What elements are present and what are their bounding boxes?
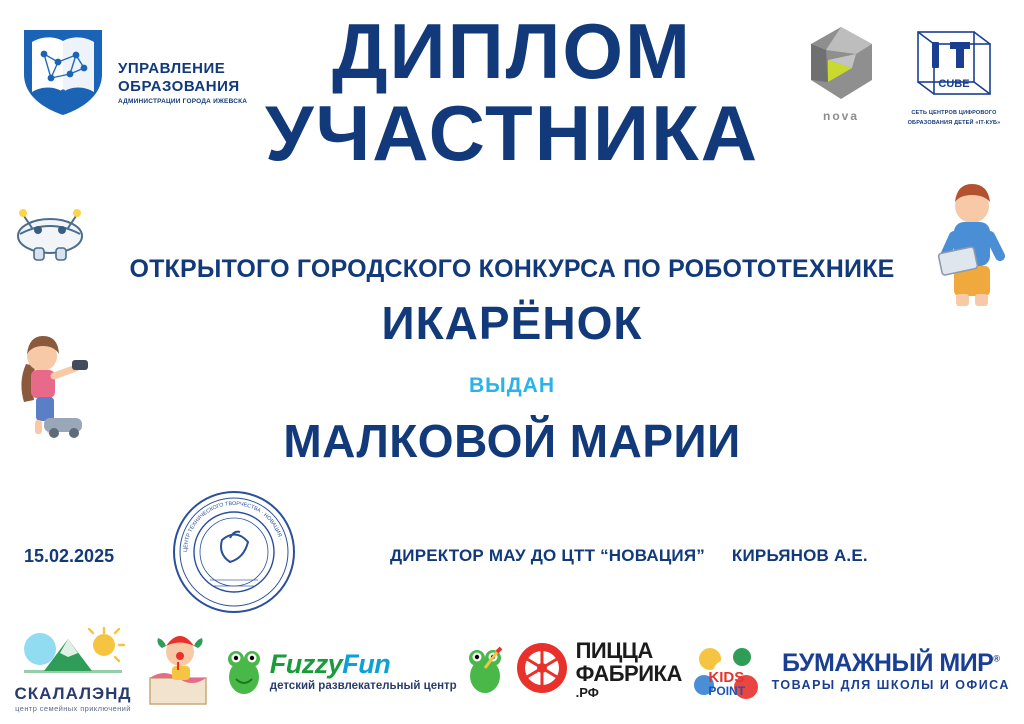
kidspoint-word-2: POINT [708,684,746,698]
svg-text:CUBE: CUBE [938,78,970,90]
clown-cake-icon [140,626,216,715]
pizza-word-2: ФАБРИКА [575,660,682,686]
sponsor-kidspoint [690,643,764,697]
svg-text:ЦЕНТР ТЕХНИЧЕСКОГО ТВОРЧЕСТВА: ЦЕНТР ТЕХНИЧЕСКОГО ТВОРЧЕСТВА · НОВАЦИЯ · [182,500,284,553]
sponsor-clown-cake [140,626,216,715]
issue-date: 15.02.2025 [24,546,115,566]
title-main-wrap [0,7,1024,178]
itcube-caption-2: ОБРАЗОВАНИЯ ДЕТЕЙ «IT-КУБ» [907,119,1001,126]
issued-label: ВЫДАН [468,374,556,397]
fuzzy-part1: Fuzzy [269,648,343,679]
director-signature-line [390,546,868,566]
frog-left-icon [224,639,264,702]
sponsor-strip [0,622,1024,718]
girl-with-robot-illustration-icon [6,330,106,445]
kidspoint-word-1: KIDS [708,669,745,686]
recipient-name: МАЛКОВОЙ МАРИИ [283,415,741,467]
title-line-1: ДИПЛОМ [331,7,693,95]
bumazhny-wordmark [782,649,999,678]
pizza-slice-icon [515,641,569,700]
official-stamp-icon [170,488,298,616]
contest-name: ИКАРЁНОК [381,297,643,349]
contest-subtitle: ОТКРЫТОГО ГОРОДСКОГО КОНКУРСА ПО РОБОТОТЕХНИКЕ [129,255,895,283]
sponsor-bumazhny-mir [772,649,1010,692]
sponsor-fuzzyfun [224,638,507,703]
fuzzyfun-wordmark [270,649,457,680]
edu-line-1: УПРАВЛЕНИЕ [118,60,226,77]
title-line-2: УЧАСТНИКА [264,89,760,178]
director-title: ДИРЕКТОР МАУ ДО ЦТТ “НОВАЦИЯ” [390,546,705,565]
skalalend-wordmark: СКАЛАЛЭНД [14,684,132,703]
edu-line-2: ОБРАЗОВАНИЯ [118,77,240,95]
fuzzyfun-tagline: детский развлекательный центр [269,679,457,692]
bumazhny-word-text: БУМАЖНЫЙ МИР [782,648,994,677]
sponsor-pizzafabrika [515,637,682,701]
robot-illustration-icon [4,196,96,273]
diploma-title [0,7,1024,178]
skalalend-tagline: центр семейных приключений [15,704,131,713]
edu-sub: АДМИНИСТРАЦИИ ГОРОДА ИЖЕВСКА [118,98,248,106]
frog-right-icon [463,638,507,703]
pizza-word-3: .РФ [575,685,599,701]
boy-with-laptop-illustration-icon [928,180,1014,315]
director-name: КИРЬЯНОВ А.Е. [731,546,868,565]
fuzzy-part2: Fun [342,648,391,679]
itcube-caption-1: СЕТЬ ЦЕНТРОВ ЦИФРОВОГО [911,110,997,116]
mountain-sun-icon [14,627,132,684]
nova-wordmark: nova [822,109,859,123]
pizza-word-1: ПИЦЦА [575,637,653,663]
bumazhny-tagline: ТОВАРЫ ДЛЯ ШКОЛЫ И ОФИСА [771,677,1010,692]
registered-mark: ® [993,653,1000,664]
sponsor-skalalend [14,627,132,713]
